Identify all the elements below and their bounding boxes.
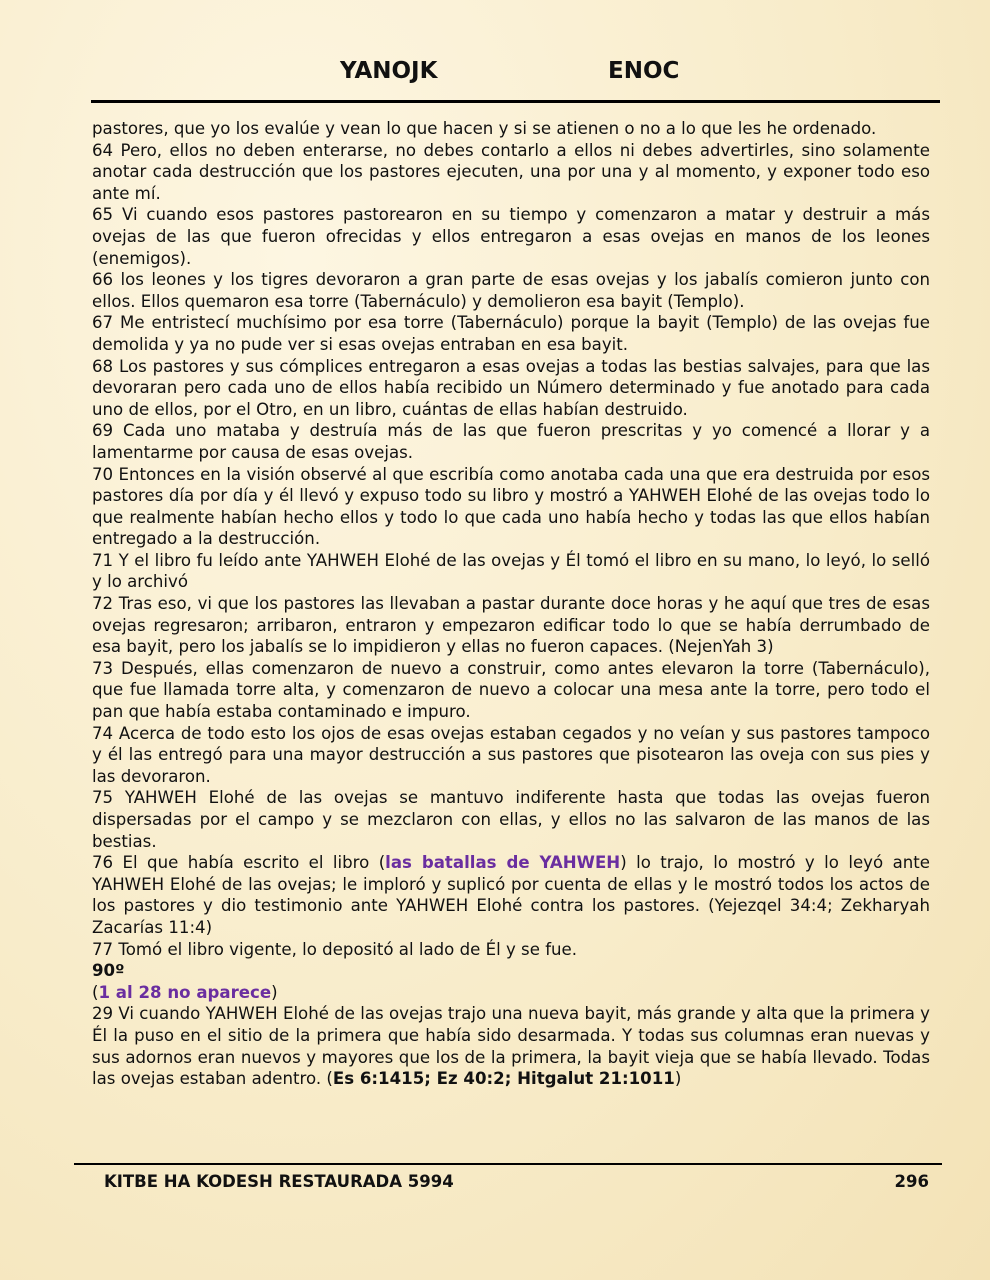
verse-66: 66 los leones y los tigres devoraron a gran parte de esas ovejas y los jabalís comieron junto con ellos. Ellos quemaron esa torre (Tabernáculo) y demolieron esa bayit (Templo). — [92, 270, 930, 311]
verse-76-text-start: 76 El que había escrito el libro ( — [92, 853, 386, 873]
note-close-paren: ) — [271, 982, 278, 1002]
verse-29 — [92, 1003, 930, 1089]
verse-67: 67 Me entristecí muchísimo por esa torre (Tabernáculo) porque la bayit (Templo) de las ovejas fue demolida y ya no pude ver si esas ovejas entraban en esa bayit. — [92, 313, 930, 354]
footer-book-title: KITBE HA KODESH RESTAURADA 5994 — [104, 1172, 454, 1191]
verse-71: 71 Y el libro fu leído ante YAHWEH Elohé de las ovejas y Él tomó el libro en su mano, lo leyó, lo selló y lo archivó — [92, 550, 930, 592]
header-rule — [91, 100, 940, 103]
verse-29-text: 29 Vi cuando YAHWEH Elohé de las ovejas trajo una nueva bayit, más grande y alta que la primera y Él la puso en el sitio de la primera que había sido desarmada. Y todas sus columnas eran nuevas y sus adornos eran nuevos y mayores que los de la primera, la bayit vieja que se había llevado. Todas las ovejas estaban adentro. ( — [92, 1004, 930, 1089]
page-header — [0, 58, 990, 90]
verse-72: 72 Tras eso, vi que los pastores las llevaban a pastar durante doce horas y he aquí que tres de esas ovejas regresaron; arribaron, entraron y empezaron edificar todo lo que se había derrumbado de esa bayit, pero los jabalís se lo impidieron y ellas no fueron capaces. (NejenYah 3) — [92, 594, 930, 657]
note-text: 1 al 28 no aparece — [98, 982, 272, 1002]
verse-29-close-paren: ) — [674, 1069, 682, 1089]
verse-73: 73 Después, ellas comenzaron de nuevo a construir, como antes elevaron la torre (Tabernáculo), que fue llamada torre alta, y comenzaron de nuevo a colocar una mesa ante la torre, pero todo el pan que había estaba contaminado e impuro. — [92, 658, 930, 722]
chapter-heading: 90º — [92, 961, 125, 981]
page-footer — [0, 1172, 990, 1196]
footer-rule — [74, 1163, 942, 1165]
page-number: 296 — [894, 1172, 929, 1191]
header-title-right: ENOC — [608, 58, 680, 84]
verse-64: 64 Pero, ellos no deben enterarse, no debes contarlo a ellos ni debes advertirles, sino solamente anotar cada destrucción que los pastores ejecuten, una por una y al momento, y exponer todo eso ante mí. — [92, 140, 930, 203]
header-title-left: YANOJK — [340, 58, 438, 84]
verse-69: 69 Cada uno mataba y destruía más de las que fueron prescritas y yo comencé a llorar y a lamentarme por causa de esas ovejas. — [92, 421, 930, 462]
verse-76 — [92, 852, 930, 938]
chapter-note — [92, 982, 930, 1004]
verse-68: 68 Los pastores y sus cómplices entregaron a esas ovejas a todas las bestias salvajes, para que las devoraran pero cada uno de ellos había recibido un Número determinado y fue anotado para cada uno de ellos, por el Otro, en un libro, cuántas de ellas habían destruido. — [92, 356, 930, 419]
page-body — [92, 118, 930, 1090]
verse-65: 65 Vi cuando esos pastores pastorearon en su tiempo y comenzaron a matar y destruir a más ovejas de las que fueron ofrecidas y ellos entregaron a esas ovejas en manos de los leones (enemigos). — [92, 205, 930, 268]
verse-75: 75 YAHWEH Elohé de las ovejas se mantuvo indiferente hasta que todas las ovejas fueron dispersadas por el campo y se mezclaron con ellas, y ellos no las salvaron de las manos de las bestias. — [92, 788, 930, 851]
verse-76-highlight: las batallas de YAHWEH — [385, 853, 621, 873]
verse-76-text-end: ) lo trajo, lo mostró y lo leyó ante YAHWEH Elohé de las ovejas; le imploró y suplicó por cuenta de ellas y le mostró todos los actos de los pastores y dio testimonio ante YAHWEH Elohé contra los pastores. (Yejezqel 34:4; Zekharyah Zacarías 11:4) — [92, 853, 930, 937]
verse-77: 77 Tomó el libro vigente, lo depositó al lado de Él y se fue. — [92, 939, 578, 959]
note-open-paren: ( — [92, 982, 99, 1002]
verse-63-continuation: pastores, que yo los evalúe y vean lo que hacen y si se atienen o no a lo que les he ordenado. — [92, 119, 877, 138]
verse-70: 70 Entonces en la visión observé al que escribía como anotaba cada una que era destruida por esos pastores día por día y él llevó y expuso todo su libro y mostró a YAHWEH Elohé de las ovejas todo lo que realmente habían hecho ellos y todo lo que cada uno había hecho y todas las que ellos habían entregado a la destrucción. — [92, 464, 930, 549]
verse-74: 74 Acerca de todo esto los ojos de esas ovejas estaban cegados y no veían y sus pastores tampoco y él las entregó para una mayor destrucción a sus pastores que pisotearon las oveja con sus pies y las devoraron. — [92, 723, 930, 786]
verse-29-references: Es 6:1415; Ez 40:2; Hitgalut 21:1011 — [332, 1069, 675, 1089]
